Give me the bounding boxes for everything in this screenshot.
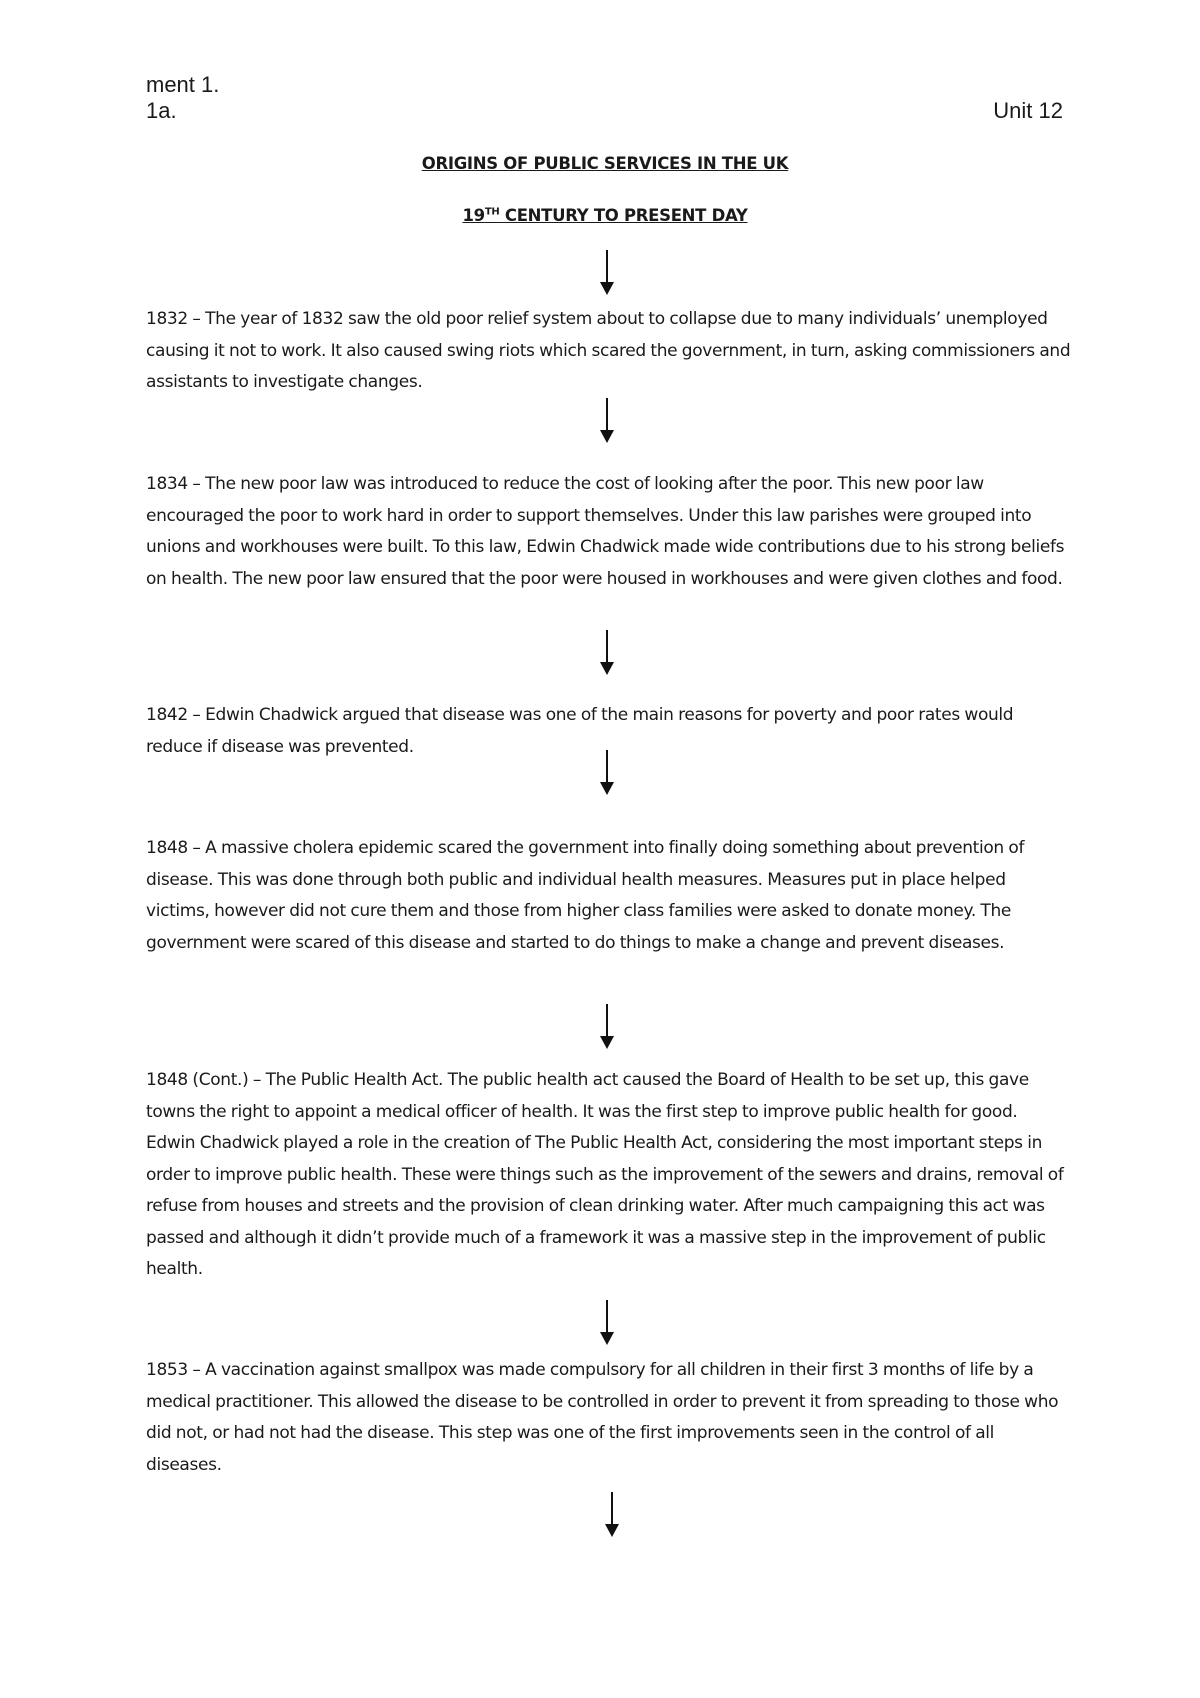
document-title: ORIGINS OF PUBLIC SERVICES IN THE UK [421,154,789,173]
header-unit-label: Unit 12 [993,98,1063,123]
subtitle-rest: CENTURY TO PRESENT DAY [499,206,748,225]
arrow-down-icon [602,1492,622,1538]
timeline-entry-1832: 1832 – The year of 1832 saw the old poor relief system about to collapse due to many individuals’ unemployed causing it not to work. It also caused swing riots which scared the government, in turn, asking commissioners and assistants to investigate changes. [146,309,1071,392]
document-subtitle [0,206,1200,225]
header-task-label: 1a. [146,98,177,123]
timeline-entry-1848-cont: 1848 (Cont.) – The Public Health Act. The public health act caused the Board of Health to be set up, this gave towns the right to appoint a medical officer of health. It was the first step to improve public health for good. Edwin Chadwick played a role in the creation of The Public Health Act, considering the most important steps in order to improve public health. These were things such as the improvement of the sewers and drains, removal of refuse from houses and streets and the provision of clean drinking water. After much campaigning this act was passed and although it didn’t provide much of a framework it was a massive step in the improvement of public health. [146,1070,1064,1279]
timeline-entry-1853: 1853 – A vaccination against smallpox was made compulsory for all children in their first 3 months of life by a medical practitioner. This allowed the disease to be controlled in order to prevent it from spreading to those who did not, or had not had the disease. This step was one of the first improvements seen in the control of all diseases. [146,1360,1059,1475]
header-assignment-label: ment 1. [146,72,220,97]
timeline-entry-1834: 1834 – The new poor law was introduced to reduce the cost of looking after the poor. This new poor law encouraged the poor to work hard in order to support themselves. Under this law parishes were grouped into unions and workhouses were built. To this law, Edwin Chadwick made wide contributions due to his strong beliefs on health. The new poor law ensured that the poor were housed in workhouses and were given clothes and food. [146,474,1065,589]
arrow-down-icon [597,1004,617,1050]
arrow-down-icon [597,250,617,296]
subtitle-number: 19 [462,206,485,225]
timeline-entry-1842: 1842 – Edwin Chadwick argued that disease was one of the main reasons for poverty and poor rates would reduce if disease was prevented. [146,705,1014,757]
subtitle-ordinal: TH [484,206,500,218]
timeline-entry-1848: 1848 – A massive cholera epidemic scared the government into finally doing something about prevention of disease. This was done through both public and individual health measures. Measures put in place helped victims, however did not cure them and those from higher class families were asked to donate money. The government were scared of this disease and started to do things to make a change and prevent diseases. [146,838,1025,953]
arrow-down-icon [597,630,617,676]
arrow-down-icon [597,1300,617,1346]
arrow-down-icon [597,398,617,444]
